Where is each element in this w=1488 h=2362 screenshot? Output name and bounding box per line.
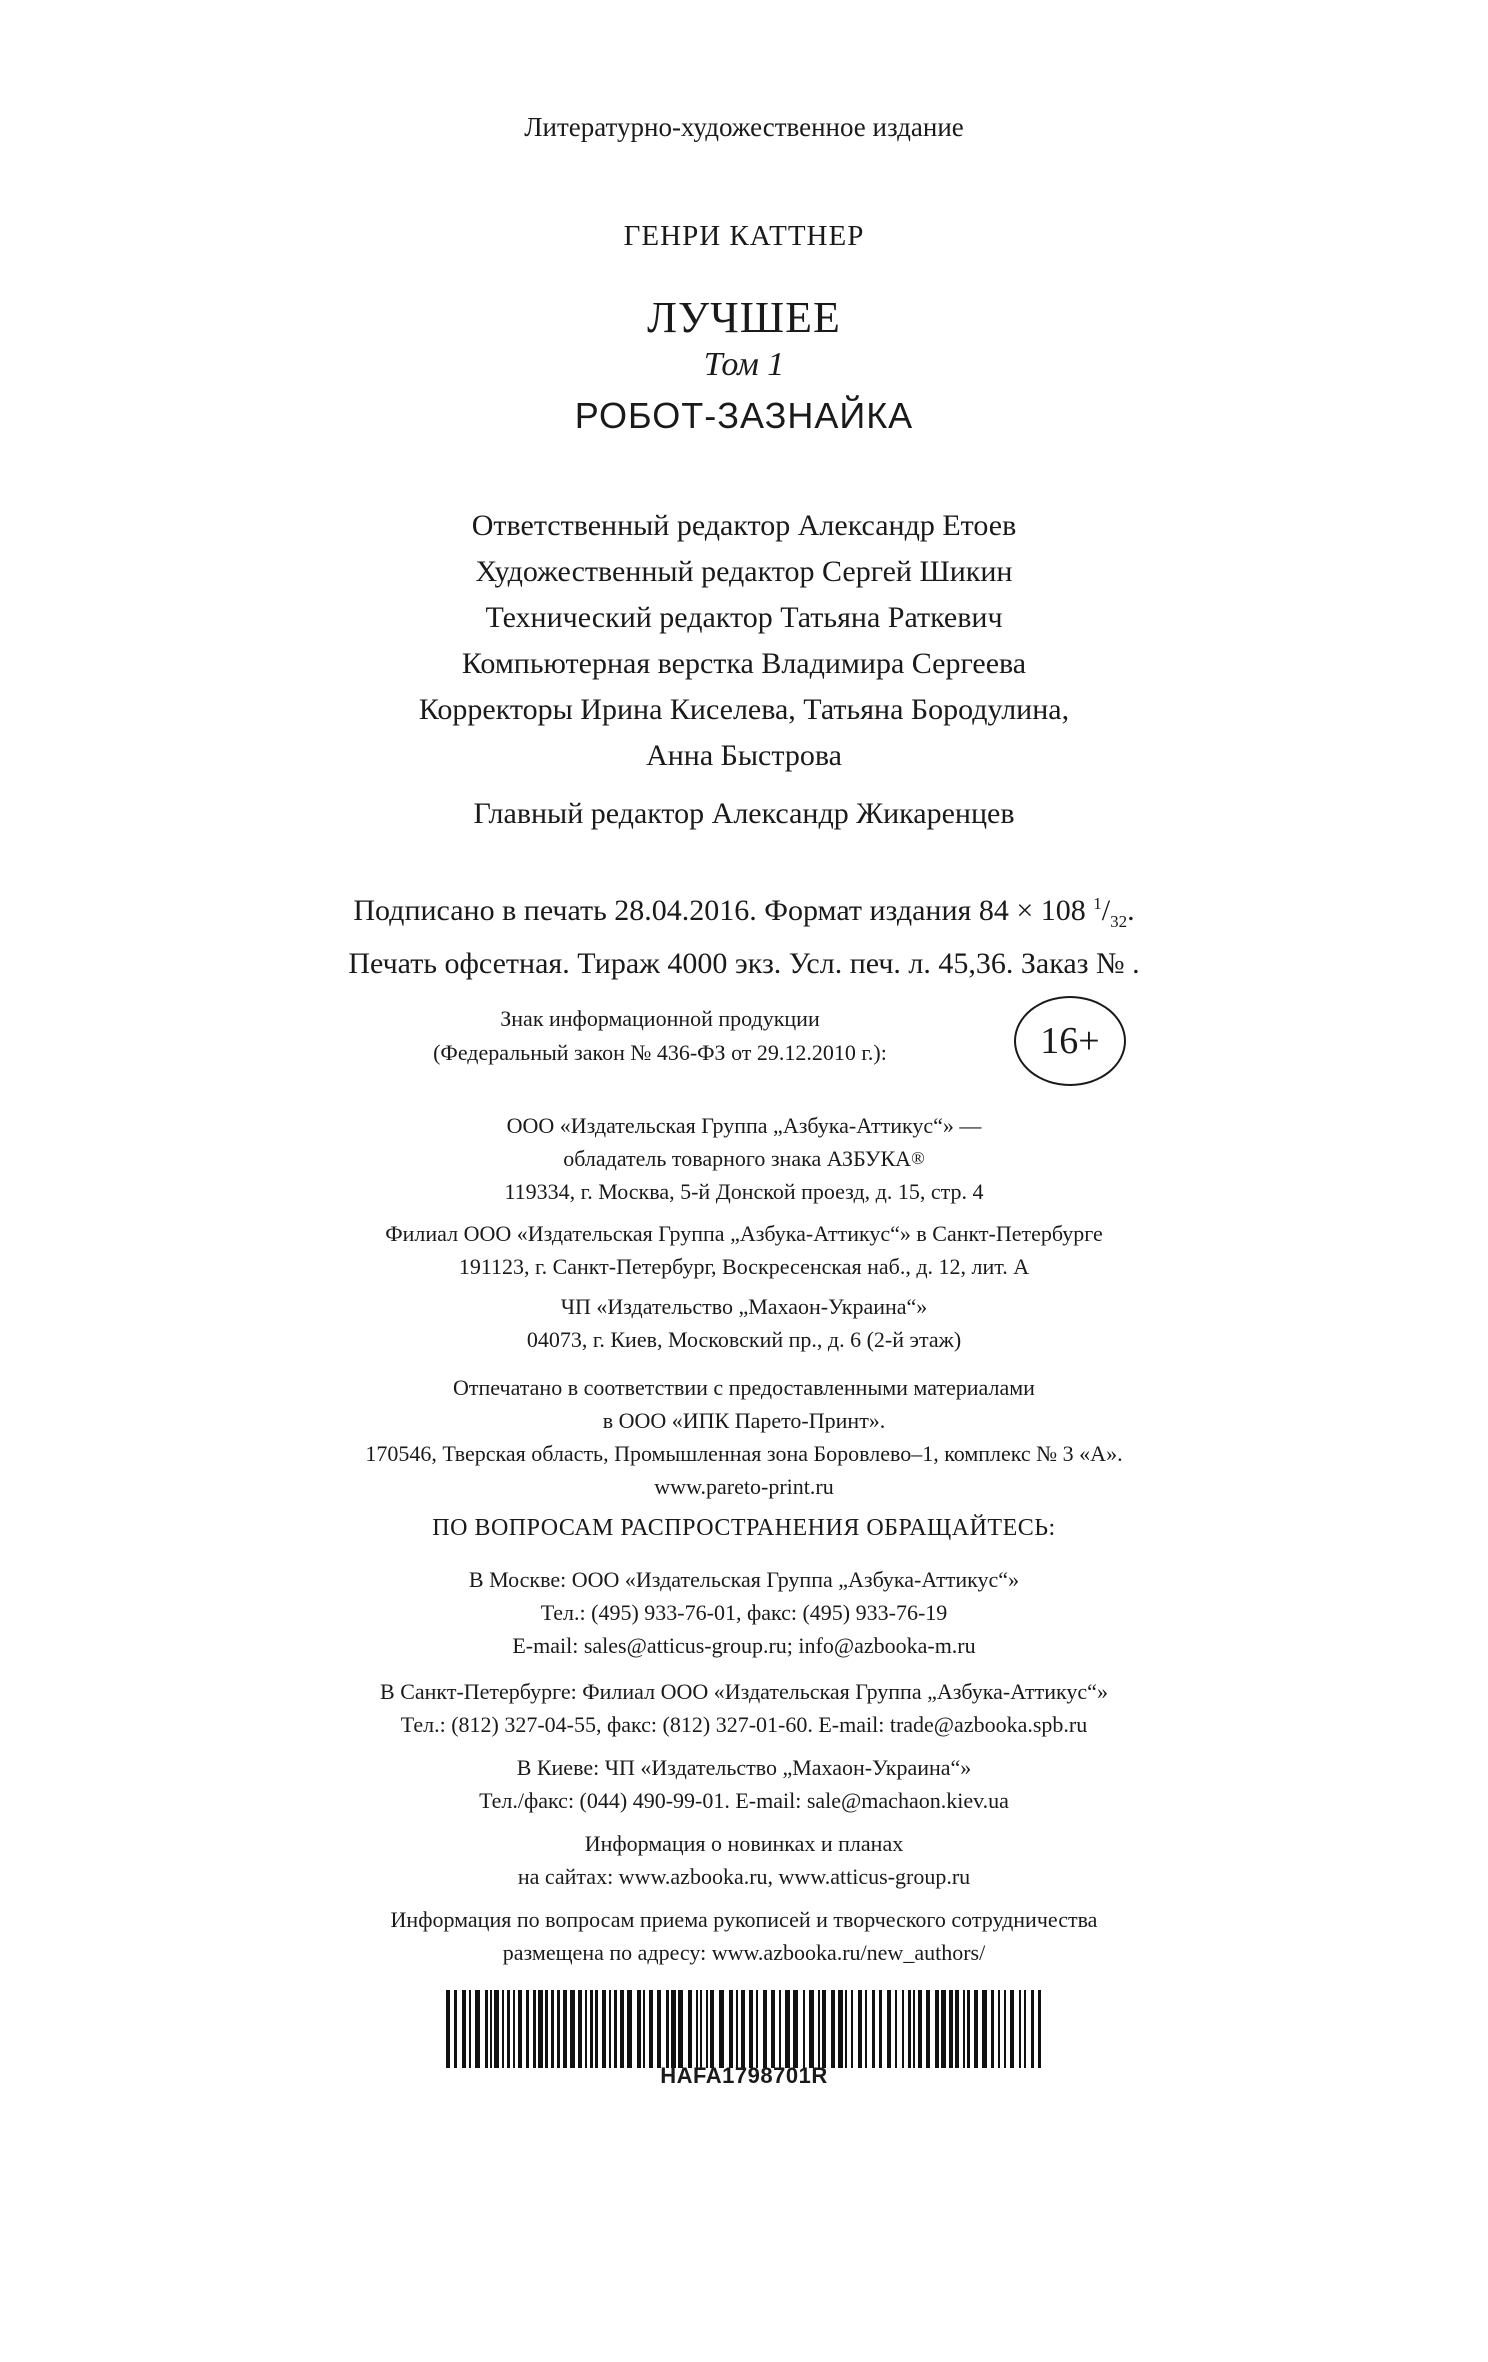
barcode-bar — [585, 1990, 587, 2068]
barcode-bar — [657, 1990, 661, 2068]
barcode-bar — [671, 1990, 676, 2068]
publisher-line: 119334, г. Москва, 5-й Донской проезд, д. 15, стр. 4 — [504, 1179, 984, 1204]
barcode-bar — [908, 1990, 911, 2068]
authors-line: размещена по адресу: www.azbooka.ru/new_authors/ — [502, 1940, 986, 1965]
credit-line: Компьютерная верстка Владимира Сергеева — [461, 647, 1027, 680]
credit-line: Корректоры Ирина Киселева, Татьяна Бородулина, — [418, 693, 1070, 726]
publisher-line: ООО «Издательская Группа „Азбука-Аттикус“» — — [506, 1113, 982, 1138]
barcode-bar — [736, 1990, 738, 2068]
printer-line: 170546, Тверская область, Промышленная зона Боровлево–1, комплекс № 3 «А». — [365, 1441, 1123, 1466]
author-text: ГЕНРИ КАТТНЕР — [623, 220, 865, 252]
branch-kiev-line: ЧП «Издательство „Махаон-Украина“» — [560, 1294, 928, 1319]
printer-line: www.pareto-print.ru — [654, 1474, 834, 1499]
format-fraction-denominator: 32 — [1110, 912, 1128, 931]
distribution-spb-line: Тел.: (812) 327-04-55, факс: (812) 327-01-60. E-mail: trade@azbooka.spb.ru — [400, 1712, 1088, 1737]
barcode-bar — [557, 1990, 560, 2068]
barcode-bar — [490, 1990, 492, 2068]
branch-spb-info — [0, 1217, 1488, 1283]
distribution-moscow-line: E-mail: sales@atticus-group.ru; info@azbooka-m.ru — [512, 1633, 976, 1658]
barcode-bar — [696, 1990, 698, 2068]
barcode-bar — [858, 1990, 862, 2068]
barcode-bar — [779, 1990, 781, 2068]
print-line-format-text: Подписано в печать 28.04.2016. Формат издания 84 × 108 — [353, 894, 1094, 927]
authors-line: Информация по вопросам приема рукописей и творческого сотрудничества — [390, 1907, 1098, 1932]
distribution-kiev — [0, 1751, 1488, 1817]
branch-kiev-line: 04073, г. Киев, Московский пр., д. 6 (2-й этаж) — [526, 1327, 962, 1352]
barcode-bar — [1031, 1990, 1034, 2068]
barcode-bar — [563, 1990, 567, 2068]
credit-line: Технический редактор Татьяна Раткевич — [485, 601, 1003, 634]
barcode-bar — [446, 1990, 450, 2068]
barcode-bar — [502, 1990, 504, 2068]
book-title-text: ЛУЧШЕЕ — [647, 293, 841, 342]
barcode-bar — [967, 1990, 970, 2068]
print-line-format-end: . — [1127, 894, 1135, 927]
publication-type-text: Литературно-художественное издание — [524, 112, 964, 142]
barcode-bar — [649, 1990, 653, 2068]
barcode-bar — [475, 1990, 480, 2068]
distribution-heading-text: ПО ВОПРОСАМ РАСПРОСТРАНЕНИЯ ОБРАЩАЙТЕСЬ: — [432, 1515, 1056, 1541]
barcode-bar — [845, 1990, 847, 2068]
credits-list — [0, 503, 1488, 779]
barcode-bar — [809, 1990, 814, 2068]
print-line-format — [0, 883, 1488, 943]
volume-text: Том 1 — [703, 346, 785, 383]
barcode-bar — [700, 1990, 702, 2068]
distribution-spb — [0, 1675, 1488, 1741]
news-line: на сайтах: www.azbooka.ru, www.atticus-group.ru — [517, 1864, 971, 1889]
barcode-bar — [941, 1990, 946, 2068]
barcode-bar — [729, 1990, 733, 2068]
barcode-bar — [609, 1990, 611, 2068]
registered-mark: ® — [911, 1148, 925, 1168]
credit-line: Анна Быстрова — [646, 739, 842, 772]
barcode-bar — [485, 1990, 488, 2068]
distribution-moscow-line: В Москве: ООО «Издательская Группа „Азбука-Аттикус“» — [468, 1567, 1020, 1592]
barcode-bar — [982, 1990, 987, 2068]
print-line-run: Печать офсетная. Тираж 4000 экз. Усл. печ. л. 45,36. Заказ № . — [348, 947, 1140, 980]
info-sign-line: Знак информационной продукции — [500, 1006, 820, 1031]
distribution-heading — [0, 1515, 1488, 1542]
publisher-info — [0, 1109, 1488, 1208]
news-info — [0, 1827, 1488, 1893]
barcode-bar — [710, 1990, 714, 2068]
info-product-sign — [0, 996, 1488, 1086]
branch-spb-line: 191123, г. Санкт-Петербург, Воскресенская наб., д. 12, лит. А — [458, 1254, 1030, 1279]
barcode-bar — [749, 1990, 753, 2068]
barcode-bar — [637, 1990, 641, 2068]
barcode-bar — [538, 1990, 543, 2068]
distribution-moscow-line: Тел.: (495) 933-76-01, факс: (495) 933-76-19 — [540, 1600, 948, 1625]
barcode-number: HAFA1798701R — [660, 2063, 828, 2088]
barcode-bar — [785, 1990, 790, 2068]
barcode-bar — [578, 1990, 582, 2068]
branch-kiev-info — [0, 1290, 1488, 1356]
distribution-spb-line: В Санкт-Петербурге: Филиал ООО «Издательская Группа „Азбука-Аттикус“» — [380, 1679, 1108, 1704]
barcode-bar — [949, 1990, 953, 2068]
barcode-bar — [991, 1990, 994, 2068]
barcode-bar — [838, 1990, 843, 2068]
barcode-bar — [1019, 1990, 1021, 2068]
printer-info — [0, 1371, 1488, 1503]
barcode-bar — [879, 1990, 882, 2068]
barcode-bar — [963, 1990, 965, 2068]
barcode-bar — [955, 1990, 959, 2068]
barcode-bar — [803, 1990, 805, 2068]
book-title — [0, 292, 1488, 343]
print-details — [0, 883, 1488, 985]
barcode-bar — [590, 1990, 593, 2068]
barcode-bar — [462, 1990, 466, 2068]
barcode-bar — [872, 1990, 875, 2068]
barcode-bar — [526, 1990, 529, 2068]
barcode-bar — [851, 1990, 853, 2068]
barcode-bar — [595, 1990, 598, 2068]
barcode-bar — [494, 1990, 499, 2068]
authors-info — [0, 1903, 1488, 1969]
barcode-bar — [887, 1990, 891, 2068]
distribution-moscow — [0, 1563, 1488, 1662]
publisher-line — [0, 1142, 1488, 1175]
barcode-bar — [793, 1990, 798, 2068]
chief-editor-text: Главный редактор Александр Жикаренцев — [473, 797, 1015, 830]
barcode-bar — [1038, 1990, 1041, 2068]
barcode-bar — [918, 1990, 922, 2068]
subtitle-text: РОБОТ-ЗАЗНАЙКА — [574, 395, 914, 436]
barcode-bar — [627, 1990, 632, 2068]
branch-spb-line: Филиал ООО «Издательская Группа „Азбука-Аттикус“» в Санкт-Петербурге — [385, 1221, 1103, 1246]
barcode-bar — [602, 1990, 606, 2068]
barcode-bar — [678, 1990, 683, 2068]
barcode-bar — [454, 1990, 457, 2068]
barcode-bar — [620, 1990, 624, 2068]
barcode-bar — [666, 1990, 669, 2068]
distribution-kiev-line: Тел./факс: (044) 490-99-01. E-mail: sale@machaon.kiev.ua — [479, 1788, 1009, 1813]
barcode-bar — [719, 1990, 724, 2068]
barcode-bar — [469, 1990, 471, 2068]
barcode-bar — [831, 1990, 835, 2068]
credit-line: Художественный редактор Сергей Шикин — [475, 555, 1013, 588]
book-subtitle — [0, 395, 1488, 437]
format-fraction-slash: / — [1101, 894, 1111, 927]
barcode-bar — [818, 1990, 820, 2068]
barcode-bar — [1024, 1990, 1026, 2068]
barcode-bar — [902, 1990, 904, 2068]
barcode-bar — [545, 1990, 548, 2068]
barcode-bar — [974, 1990, 978, 2068]
barcode-bar — [1010, 1990, 1014, 2068]
info-sign-line: (Федеральный закон № 436-ФЗ от 29.12.2010 г.): — [433, 1040, 887, 1065]
age-rating-badge: 16+ — [1014, 996, 1126, 1086]
barcode-bar — [756, 1990, 758, 2068]
format-fraction-numerator: 1 — [1093, 894, 1102, 913]
info-sign-text — [340, 1002, 980, 1070]
distribution-kiev-line: В Киеве: ЧП «Издательство „Махаон-Украина“» — [516, 1755, 972, 1780]
barcode-bar — [895, 1990, 897, 2068]
barcode-bar — [643, 1990, 645, 2068]
barcode-bar — [741, 1990, 745, 2068]
barcode-bar — [688, 1990, 692, 2068]
barcode-graphic — [446, 1990, 1042, 2068]
barcode-bar — [614, 1990, 617, 2068]
barcode-bar — [771, 1990, 775, 2068]
barcode-bar — [551, 1990, 554, 2068]
news-line: Информация о новинках и планах — [584, 1831, 904, 1856]
barcode-bar — [507, 1990, 510, 2068]
publisher-trademark-text: обладатель товарного знака АЗБУКА — [563, 1146, 912, 1171]
publication-type — [0, 112, 1488, 143]
printer-line: в ООО «ИПК Парето-Принт». — [602, 1408, 886, 1433]
barcode-bar — [533, 1990, 536, 2068]
barcode-bar — [913, 1990, 915, 2068]
volume-label — [0, 346, 1488, 384]
barcode-bar — [926, 1990, 930, 2068]
barcode-bar — [865, 1990, 867, 2068]
author-name — [0, 220, 1488, 253]
barcode-bar — [518, 1990, 522, 2068]
printer-line: Отпечатано в соответствии с предоставленными материалами — [453, 1375, 1035, 1400]
chief-editor — [0, 797, 1488, 831]
barcode-bar — [822, 1990, 826, 2068]
barcode-bar — [513, 1990, 515, 2068]
barcode-bar — [706, 1990, 708, 2068]
barcode-bar — [570, 1990, 575, 2068]
barcode-bar — [935, 1990, 939, 2068]
barcode-bar — [998, 1990, 1000, 2068]
barcode-bar — [763, 1990, 767, 2068]
barcode-bar — [1004, 1990, 1006, 2068]
credit-line: Ответственный редактор Александр Етоев — [471, 509, 1017, 542]
